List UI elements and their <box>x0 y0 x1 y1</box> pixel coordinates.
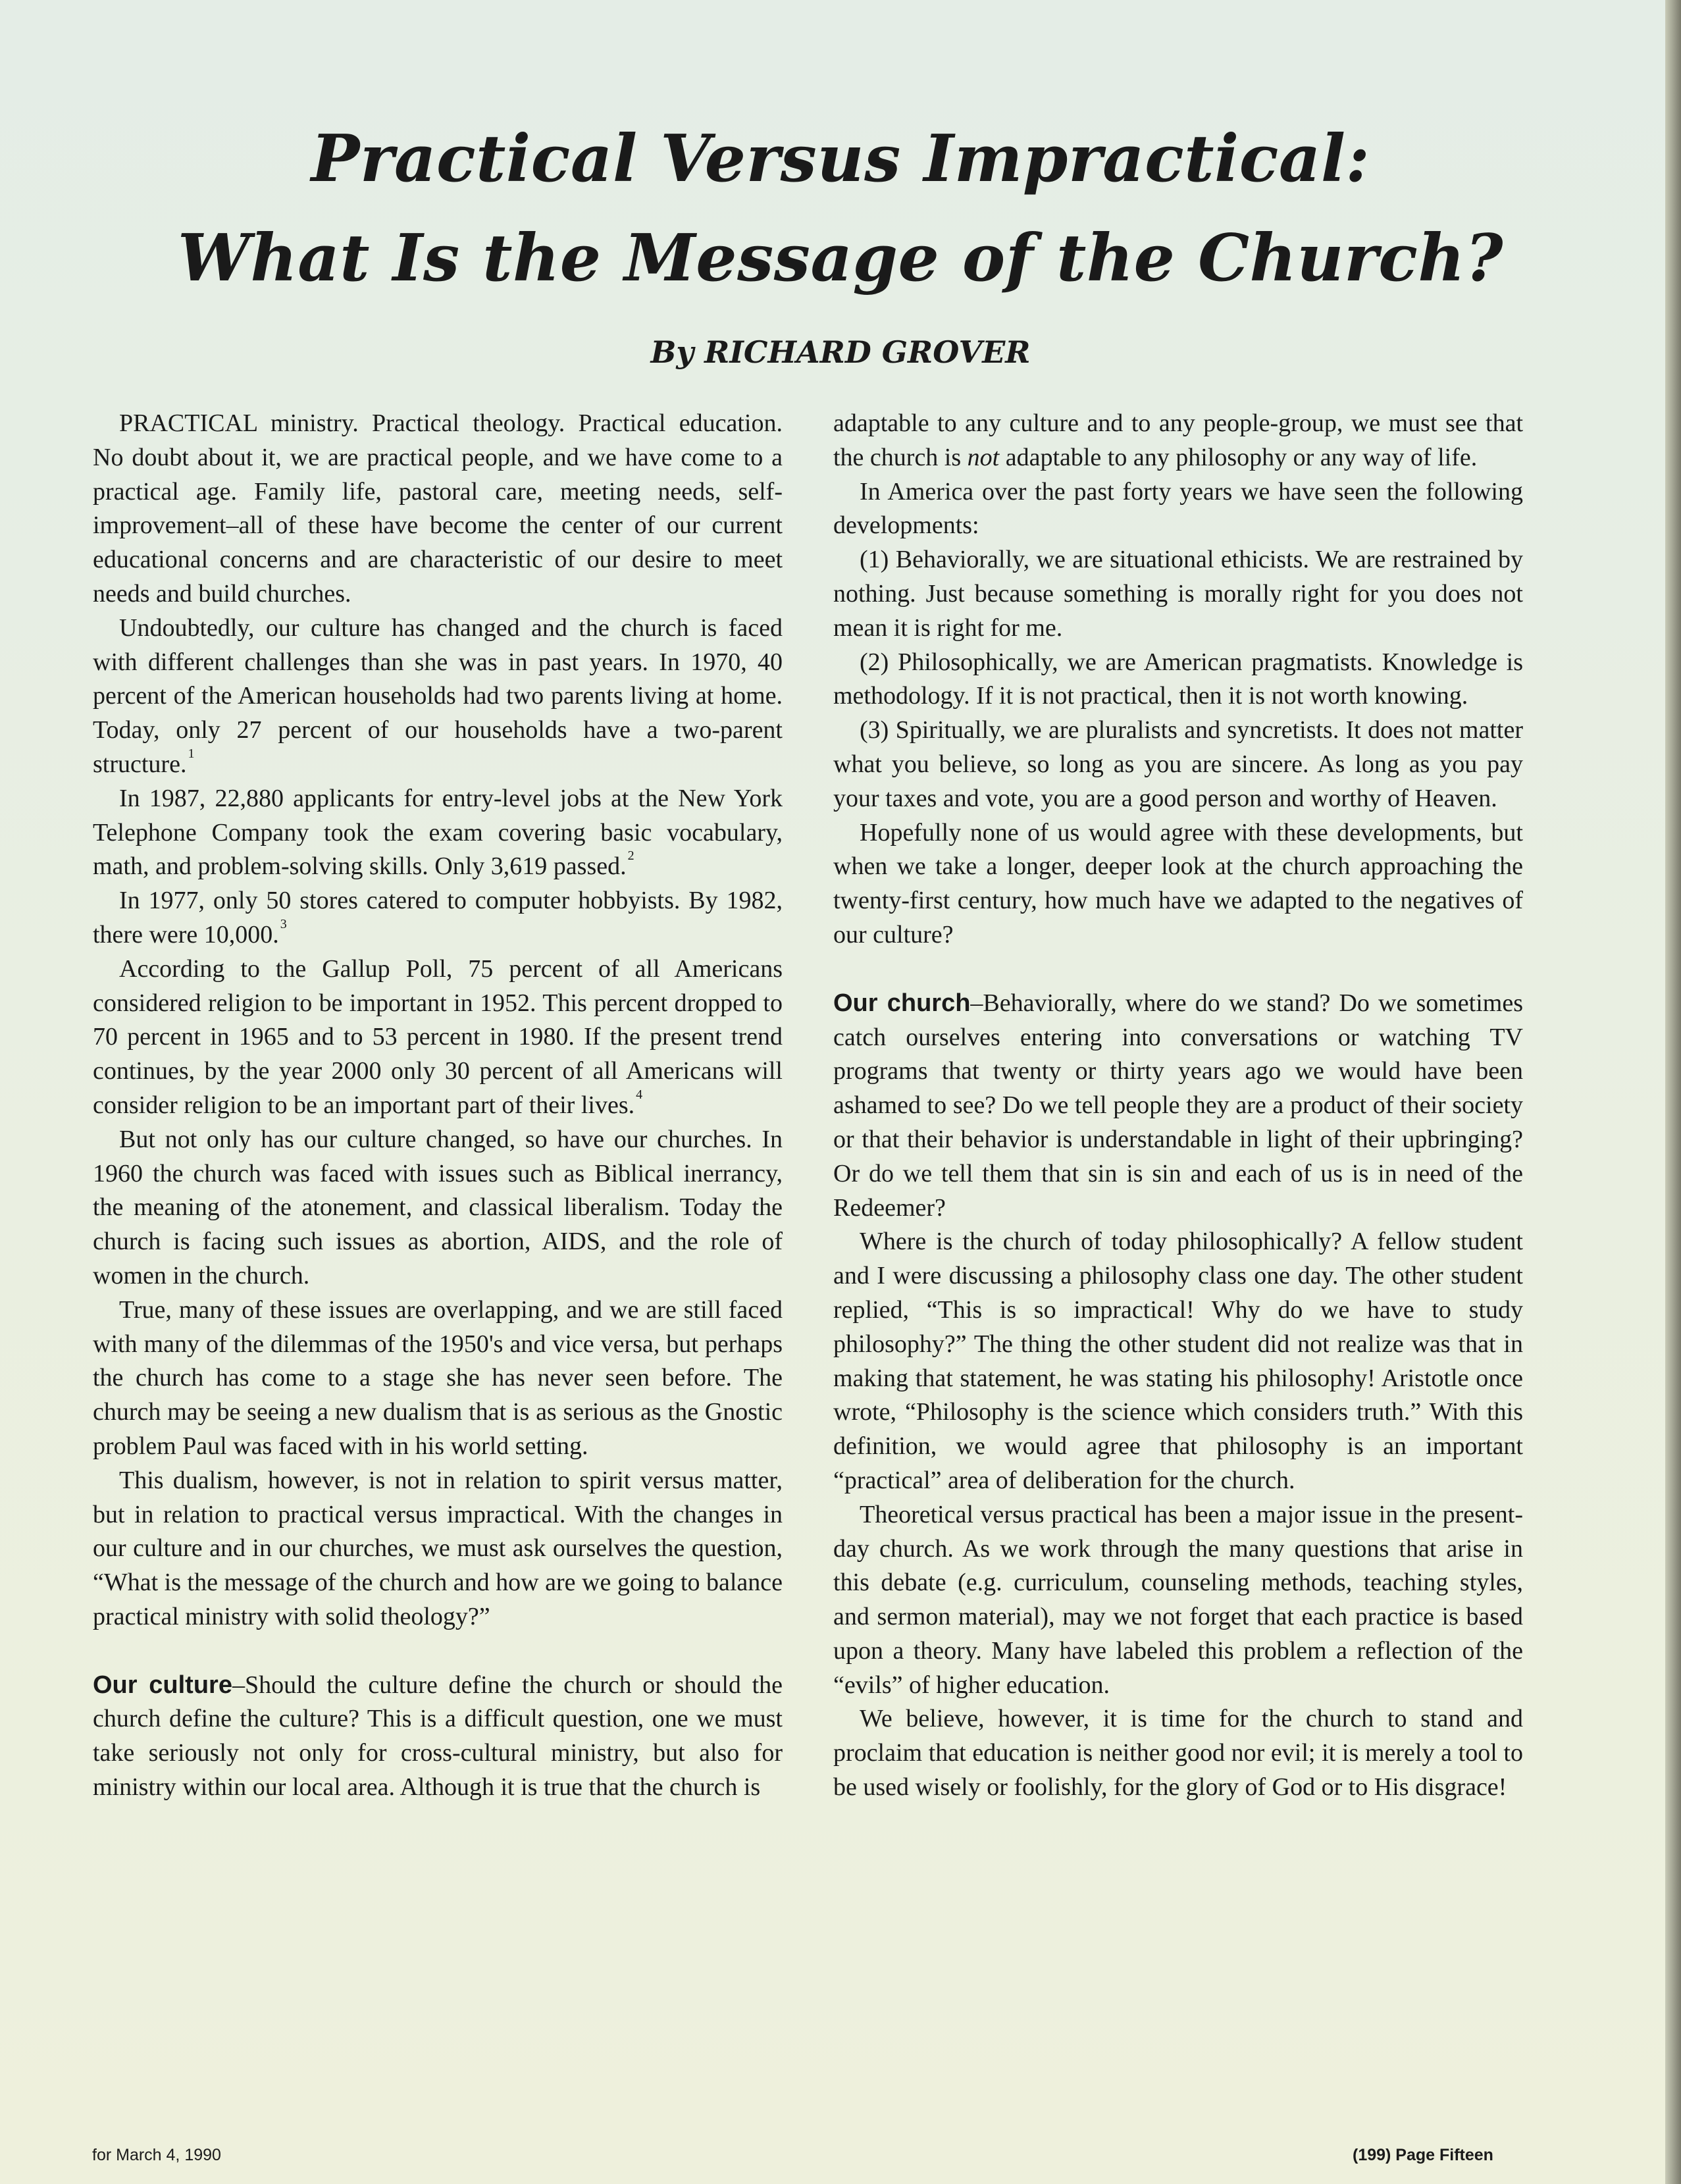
paragraph: According to the Gallup Poll, 75 percent of all Americans considered religion to be important in 1952. This percent dropped to 70 percent in 1965 and to 53 percent in 1980. If the present trend continues, by the year 2000 only 30 percent of all Americans will consider religion to be an important part of their lives. $^4$ <box>93 954 783 1119</box>
paragraph: In America over the past forty years we have seen the following developments: <box>833 477 1523 540</box>
paragraph: In 1977, only 50 stores catered to computer hobbyists. By 1982, there were 10,000. $^3$ <box>93 887 783 949</box>
footer-date: for March 4, 1990 <box>92 2146 221 2164</box>
footnote-marker: 4 <box>636 1087 643 1102</box>
paragraph: (2) Philosophically, we are American pragmatists. Knowledge is methodology. If it is not practical, then it is not worth knowing. <box>833 648 1523 710</box>
paragraph: Where is the church of today philosophically? A fellow student and I were discussing a philosophy class one day. The other student replied, “This is so impractical! Why do we have to study philosophy?” The thing the other student did not realize was that in making that statement, he was stating his philosophy! Aristotle once wrote, “Philosophy is the science which considers truth.” With this definition, we would agree that philosophy is an important “practical” area of deliberation for the church. <box>833 1228 1523 1494</box>
right-column <box>833 407 1523 1805</box>
footnote-marker: 2 <box>627 848 634 864</box>
footnote-marker: 3 <box>280 916 287 931</box>
paragraph: PRACTICAL ministry. Practical theology. Practical education. No doubt about it, we are practical people, and we have come to a practical age. Family life, pastoral care, meeting needs, self-improvement–all of these have become the center of our current educational concerns and are characteristic of our desire to meet needs and build churches. <box>93 409 783 608</box>
paragraph: But not only has our culture changed, so have our churches. In 1960 the church was faced with issues such as Biblical inerrancy, the meaning of the atonement, and classical liberalism. Today the church is facing such issues as abortion, AIDS, and the role of women in the church. <box>93 1125 783 1289</box>
footnote-marker: 1 <box>188 746 195 761</box>
paragraph: True, many of these issues are overlapping, and we are still faced with many of the dilemmas of the 1950's and vice versa, but perhaps the church has come to a stage she has never seen before. The church may be seeing a new dualism that is as serious as the Gnostic problem Paul was faced with in his world setting. <box>93 1295 783 1460</box>
paragraph: (1) Behaviorally, we are situational ethicists. We are restrained by nothing. Just because something is morally right for you does not mean it is right for me. <box>833 546 1523 642</box>
paragraph: Undoubtedly, our culture has changed and the church is faced with different challenges than she was in past years. In 1970, 40 percent of the American households had two parents living at home. Today, only 27 percent of our households have a two-parent structure. $^1$ <box>93 613 783 778</box>
page-spine-shadow <box>1665 0 1681 2184</box>
section-heading: Our church <box>833 989 971 1017</box>
section-our-culture: Our culture–Should the culture define the church or should the church define the culture? This is a difficult question, one we must take seriously not only for cross-cultural ministry, but also for ministry within our local area. Although it is true that the church is <box>93 1671 783 1802</box>
article-title-line-1: Practical Versus Impractical: <box>311 121 1370 197</box>
paragraph: This dualism, however, is not in relation to spirit versus matter, but in relation to practical versus impractical. With the changes in our culture and in our churches, we must ask ourselves the question, “What is the message of the church and how are we going to balance practical ministry with solid theology?” <box>93 1466 783 1630</box>
footer-page-number: (199) Page Fifteen <box>1353 2146 1493 2164</box>
section-our-church: Our church–Behaviorally, where do we stand? Do we sometimes catch ourselves entering into conversations or watching TV programs that twenty or thirty years ago we would have been ashamed to see? Do we tell people they are a product of their society or that their behavior is understandable in light of their upbringing? Or do we tell them that sin is sin and each of us is in need of the Redeemer? <box>833 989 1523 1222</box>
paragraph: Hopefully none of us would agree with these developments, but when we take a longer, deeper look at the church approaching the twenty-first century, how much have we adapted to the negatives of our culture? <box>833 818 1523 949</box>
paragraph: adaptable to any culture and to any people-group, we must see that the church is not adaptable to any philosophy or any way of life. <box>833 409 1523 471</box>
article-title-line-2: What Is the Message of the Church? <box>177 221 1504 296</box>
paragraph: In 1987, 22,880 applicants for entry-level jobs at the New York Telephone Company took the exam covering basic vocabulary, math, and problem-solving skills. Only 3,619 passed. $^2$ <box>93 784 783 881</box>
paragraph: (3) Spiritually, we are pluralists and syncretists. It does not matter what you believe, so long as you are sincere. As long as you pay your taxes and vote, you are a good person and worthy of Heaven. <box>833 716 1523 812</box>
emphasis: not <box>967 443 1000 471</box>
section-heading: Our culture <box>93 1671 232 1699</box>
paragraph: We believe, however, it is time for the church to stand and proclaim that education is neither good nor evil; it is merely a tool to be used wisely or foolishly, for the glory of God or to His disgrace! <box>833 1705 1523 1802</box>
paragraph: Theoretical versus practical has been a major issue in the present-day church. As we work through the many questions that arise in this debate (e.g. curriculum, counseling methods, teaching styles, and sermon material), may we not forget that each practice is based upon a theory. Many have labeled this problem a reflection of the “evils” of higher education. <box>833 1500 1523 1699</box>
left-column <box>93 407 783 1805</box>
byline: By RICHARD GROVER <box>650 334 1031 370</box>
